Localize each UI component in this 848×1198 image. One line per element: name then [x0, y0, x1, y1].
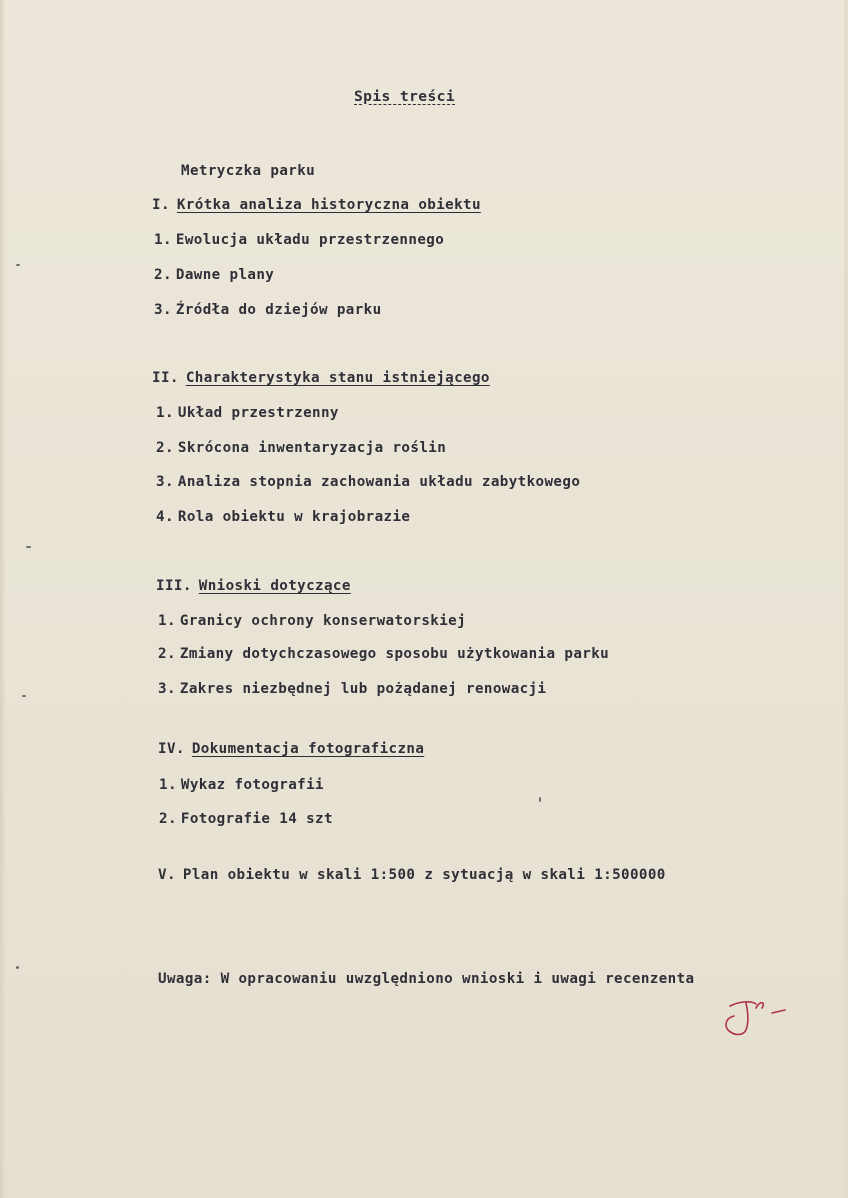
paper-edge-left: [0, 0, 6, 1198]
paper-edge-right: [844, 0, 848, 1198]
item-text: Fotografie 14 szt: [180, 811, 333, 827]
page-title: [354, 88, 455, 106]
section-title: Plan obiektu w skali 1:500 z sytuacją w skali 1:500000: [182, 867, 666, 883]
margin-speck: [539, 797, 541, 802]
section-heading-2: [152, 369, 490, 387]
signature-mark: [716, 992, 796, 1042]
list-item: [158, 680, 547, 698]
section-title: Wnioski dotyczące: [198, 578, 351, 594]
item-text: Dawne plany: [175, 267, 275, 283]
item-text: Zmiany dotychczasowego sposobu użytkowania parku: [179, 646, 610, 662]
item-text: Analiza stopnia zachowania układu zabytkowego: [177, 474, 581, 490]
list-item: [156, 473, 580, 491]
section-numeral: IV.: [158, 741, 185, 757]
margin-speck: [26, 546, 31, 548]
signature-stroke: [756, 1003, 763, 1008]
list-item: [156, 508, 410, 526]
section-numeral: II.: [152, 370, 179, 386]
section-title: Dokumentacja fotograficzna: [191, 741, 425, 757]
list-item: [158, 612, 466, 630]
reviewer-note: [158, 970, 695, 988]
item-number: 1.: [154, 232, 172, 248]
list-item: [159, 810, 333, 828]
item-number: 2.: [156, 440, 174, 456]
list-item: [159, 776, 324, 794]
signature-stroke: [726, 1003, 748, 1035]
margin-speck: [16, 966, 19, 969]
list-item: [156, 404, 339, 422]
section-title: Krótka analiza historyczna obiektu: [176, 197, 481, 213]
item-number: 1.: [159, 777, 177, 793]
item-number: 1.: [158, 613, 176, 629]
signature-stroke: [772, 1010, 785, 1013]
section-heading-4: [158, 740, 424, 758]
item-number: 4.: [156, 509, 174, 525]
section-numeral: V.: [158, 867, 176, 883]
item-text: Skrócona inwentaryzacja roślin: [177, 440, 447, 456]
section-title: Charakterystyka stanu istniejącego: [185, 370, 490, 386]
list-item: [154, 301, 382, 319]
title-text: Spis treści: [354, 88, 456, 105]
section-heading-3: [156, 577, 351, 595]
section-heading-5: [158, 866, 666, 884]
item-number: 1.: [156, 405, 174, 421]
item-number: 2.: [159, 811, 177, 827]
section-numeral: III.: [156, 578, 192, 594]
note-text: Uwaga: W opracowaniu uwzględniono wnioski i uwagi recenzenta: [158, 971, 695, 987]
item-number: 2.: [154, 267, 172, 283]
section-numeral: I.: [152, 197, 170, 213]
margin-speck: [16, 264, 20, 266]
list-item: [156, 439, 446, 457]
item-text: Źródła do dziejów parku: [175, 302, 382, 318]
item-number: 2.: [158, 646, 176, 662]
item-number: 3.: [158, 681, 176, 697]
item-text: Wykaz fotografii: [180, 777, 324, 793]
item-text: Granicy ochrony konserwatorskiej: [179, 613, 467, 629]
item-number: 3.: [156, 474, 174, 490]
item-text: Rola obiektu w krajobrazie: [177, 509, 411, 525]
intro-line: [181, 162, 315, 180]
item-text: Ewolucja układu przestrzennego: [175, 232, 445, 248]
list-item: [158, 645, 609, 663]
signature-stroke: [730, 1002, 756, 1006]
item-number: 3.: [154, 302, 172, 318]
section-heading-1: [152, 196, 481, 214]
item-text: Zakres niezbędnej lub pożądanej renowacji: [179, 681, 547, 697]
item-text: Układ przestrzenny: [177, 405, 339, 421]
list-item: [154, 266, 274, 284]
list-item: [154, 231, 444, 249]
intro-text: Metryczka parku: [181, 163, 316, 179]
margin-speck: [22, 695, 26, 697]
